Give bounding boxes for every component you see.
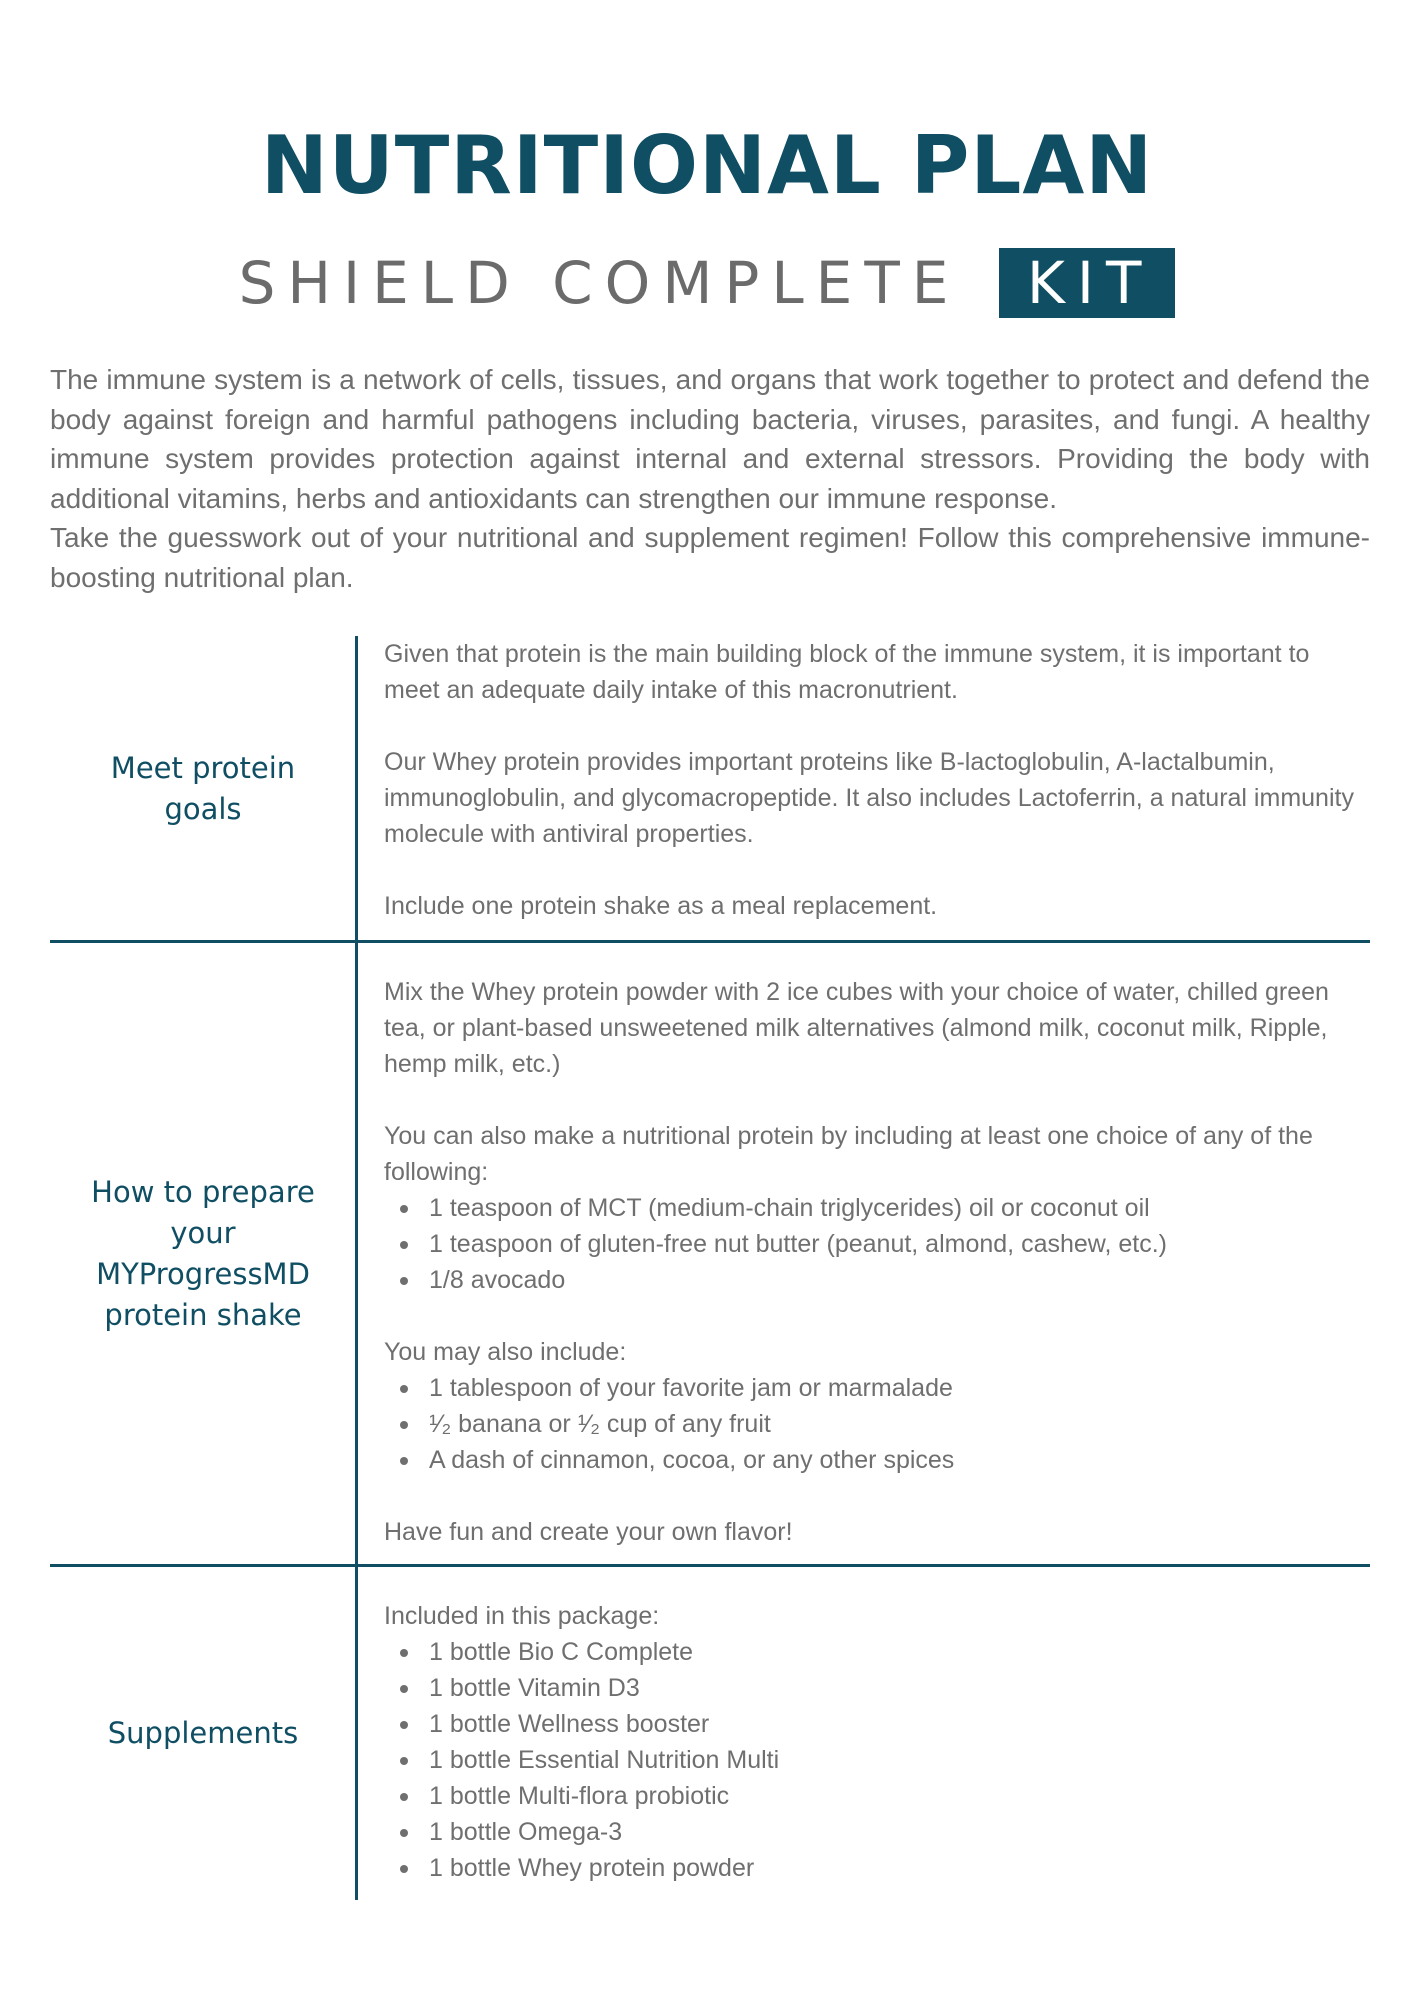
- list-item: 1 bottle Omega-3: [384, 1814, 1370, 1850]
- section-content-prepare: [384, 974, 1370, 1550]
- page-subtitle: [0, 248, 1414, 318]
- section-content-protein: [384, 636, 1370, 924]
- section-label-text: Meet protein goals: [110, 751, 296, 826]
- content-paragraph: Have fun and create your own flavor!: [384, 1518, 793, 1546]
- ingredient-list: [384, 1190, 1370, 1298]
- subtitle-main: SHIELD COMPLETE: [238, 249, 961, 317]
- section-label-protein: [50, 636, 356, 942]
- section-content-supplements: [384, 1598, 1370, 1886]
- list-item: A dash of cinnamon, cocoa, or any other spices: [384, 1442, 1370, 1478]
- optional-list: [384, 1370, 1370, 1478]
- content-paragraph: Include one protein shake as a meal replacement.: [384, 892, 938, 920]
- subtitle-highlight-badge: KIT: [999, 248, 1176, 318]
- section-supplements: [50, 1566, 1370, 1900]
- list-item: 1 bottle Bio C Complete: [384, 1634, 1370, 1670]
- section-label-supplements: [50, 1566, 356, 1900]
- intro-paragraph: The immune system is a network of cells, tissues, and organs that work together to protect and defend the body against foreign and harmful pathogens including bacteria, viruses, parasites, and fungi. A healthy immune system provides protection against internal and external stressors. Providing the body with additional vitamins, herbs and antioxidants can strengthen our immune response.: [50, 364, 1370, 514]
- content-paragraph: You can also make a nutritional protein by including at least one choice of any of the following:: [384, 1122, 1313, 1186]
- content-paragraph: Given that protein is the main building block of the immune system, it is important to meet an adequate daily intake of this macronutrient.: [384, 640, 1310, 704]
- intro-paragraph: Take the guesswork out of your nutritional and supplement regimen! Follow this comprehensive immune-boosting nutritional plan.: [50, 522, 1370, 593]
- content-paragraph: Mix the Whey protein powder with 2 ice cubes with your choice of water, chilled green tea, or plant-based unsweetened milk alternatives (almond milk, coconut milk, Ripple, hemp milk, etc.): [384, 978, 1329, 1078]
- list-item: ¹⁄₂ banana or ¹⁄₂ cup of any fruit: [384, 1406, 1370, 1442]
- intro-text: [50, 360, 1370, 597]
- list-item: 1 bottle Essential Nutrition Multi: [384, 1742, 1370, 1778]
- page-title: NUTRITIONAL PLAN: [260, 119, 1154, 212]
- column-divider: [355, 1566, 358, 1900]
- list-item: 1 teaspoon of MCT (medium-chain triglycerides) oil or coconut oil: [384, 1190, 1370, 1226]
- content-paragraph: Our Whey protein provides important proteins like B-lactoglobulin, A-lactalbumin, immunoglobulin, and glycomacropeptide. It also includes Lactoferrin, a natural immunity molecule with antiviral properties.: [384, 748, 1354, 848]
- list-item: 1 tablespoon of your favorite jam or marmalade: [384, 1370, 1370, 1406]
- content-paragraph: You may also include:: [384, 1338, 627, 1366]
- column-divider: [355, 636, 358, 942]
- list-item: 1 bottle Multi-flora probiotic: [384, 1778, 1370, 1814]
- list-item: 1 bottle Wellness booster: [384, 1706, 1370, 1742]
- section-protein: [50, 636, 1370, 942]
- section-label-text: Supplements: [107, 1715, 299, 1750]
- section-prepare: [50, 942, 1370, 1566]
- section-label-prepare: [50, 942, 356, 1566]
- list-item: 1 bottle Whey protein powder: [384, 1850, 1370, 1886]
- column-divider: [355, 942, 358, 1566]
- list-item: 1 teaspoon of gluten-free nut butter (peanut, almond, cashew, etc.): [384, 1226, 1370, 1262]
- supplement-list: [384, 1634, 1370, 1886]
- content-paragraph: Included in this package:: [384, 1602, 660, 1630]
- section-label-text: How to prepare your MYProgressMD protein shake: [91, 1175, 315, 1332]
- list-item: 1 bottle Vitamin D3: [384, 1670, 1370, 1706]
- list-item: 1/8 avocado: [384, 1262, 1370, 1298]
